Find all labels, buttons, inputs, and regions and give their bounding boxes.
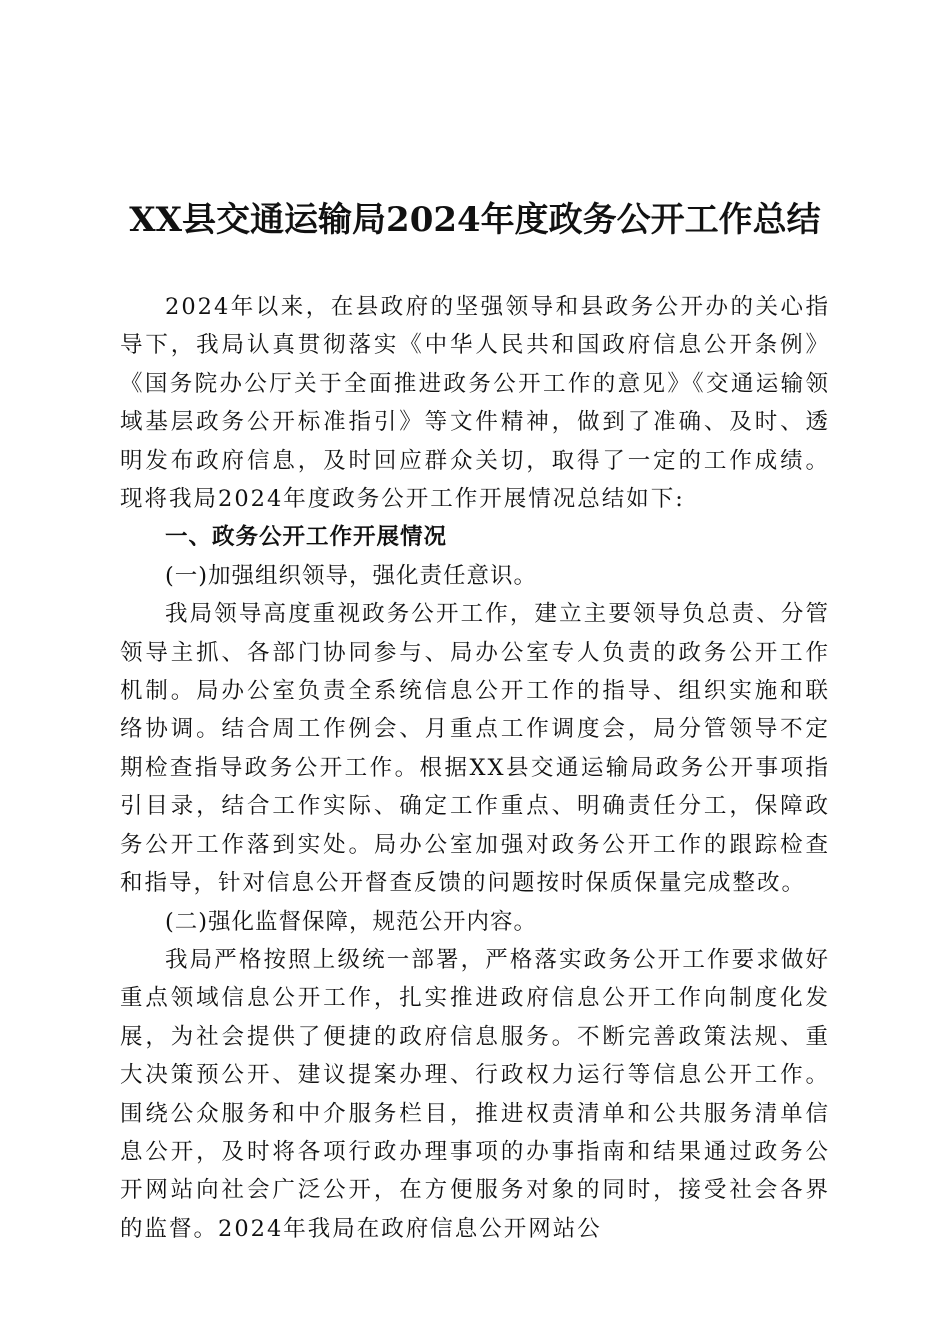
document-body [120,288,830,1248]
subsection-heading-1: (一)加强组织领导，强化责任意识。 [165,562,538,589]
subsection-1-paragraph: 我局领导高度重视政务公开工作，建立主要领导负总责、分管领导主抓、各部门协同参与、局办公室专人负责的政务公开工作机制。局办公室负责全系统信息公开工作的指导、组织实施和联络协调。结合周工作例会、月重点工作调度会，局分管领导不定期检查指导政务公开工作。根据XX县交通运输局政务公开事项指引目录，结合工作实际、确定工作重点、明确责任分工，保障政务公开工作落到实处。局办公室加强对政务公开工作的跟踪检查和指导，针对信息公开督查反馈的问题按时保质保量完成整改。 [120,601,830,897]
section-heading-1: 一、政务公开工作开展情况 [165,524,448,551]
subsection-2-paragraph: 我局严格按照上级统一部署，严格落实政务公开工作要求做好重点领域信息公开工作，扎实推进政府信息公开工作向制度化发展，为社会提供了便捷的政府信息服务。不断完善政策法规、重大决策预公开、建议提案办理、行政权力运行等信息公开工作。围绕公众服务和中介服务栏目，推进权责清单和公共服务清单信息公开，及时将各项行政办理事项的办事指南和结果通过政务公开网站向社会广泛公开，在方便服务对象的同时，接受社会各界的监督。2024年我局在政府信息公开网站公 [120,946,830,1242]
subsection-heading-2: (二)强化监督保障，规范公开内容。 [165,908,538,935]
intro-paragraph: 2024年以来，在县政府的坚强领导和县政务公开办的关心指导下，我局认真贯彻落实《中华人民共和国政府信息公开条例》《国务院办公厅关于全面推进政务公开工作的意见》《交通运输领域基层政务公开标准指引》等文件精神，做到了准确、及时、透明发布政府信息，及时回应群众关切，取得了一定的工作成绩。现将我局2024年度政务公开工作开展情况总结如下: [120,294,830,513]
document-title: XX县交通运输局2024年度政务公开工作总结 [129,200,821,240]
